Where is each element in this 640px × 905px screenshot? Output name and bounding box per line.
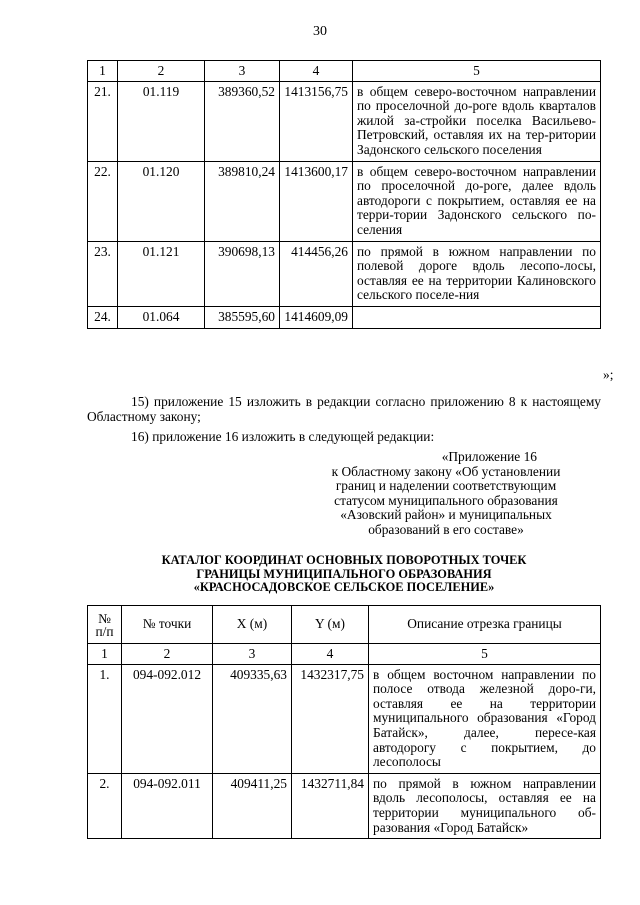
catalog-title: [87, 554, 601, 595]
col-num: 3: [205, 61, 280, 82]
segment-description: по прямой в южном направлении по полевой дороге вдоль лесопо-лосы, оставляя ее на территории Калиновского сельского поселе-ния: [353, 241, 601, 306]
row-number: 1.: [88, 664, 122, 773]
y-coordinate: 1432711,84: [292, 773, 369, 838]
row-number: 22.: [88, 161, 118, 241]
table-row: [88, 241, 601, 306]
col-num: 2: [122, 644, 213, 665]
table-row: [88, 81, 601, 161]
col-num: 3: [213, 644, 292, 665]
y-coordinate: 1414609,09: [280, 306, 353, 328]
col-num: 5: [369, 644, 601, 665]
y-coordinate: 1413156,75: [280, 81, 353, 161]
segment-description: в общем северо-восточном направлении по проселочной до-роге, далее вдоль автодороги с покрытием, оставляя ее на терри-тории Задонского сельского по-селения: [353, 161, 601, 241]
table-row: [88, 306, 601, 328]
x-coordinate: 409411,25: [213, 773, 292, 838]
point-id: 01.121: [118, 241, 205, 306]
table-header-row: [88, 61, 601, 82]
col-num: 1: [88, 644, 122, 665]
point-id: 01.119: [118, 81, 205, 161]
row-number: 2.: [88, 773, 122, 838]
y-coordinate: 414456,26: [280, 241, 353, 306]
annex-law-reference: к Областному закону «Об установлении границ и наделении соответствующим статусом муниципального образования «Азовский район» и муниципальных образований в его составе»: [331, 463, 561, 537]
point-id: 01.120: [118, 161, 205, 241]
col-num: 2: [118, 61, 205, 82]
point-id: 094-092.011: [122, 773, 213, 838]
col-title-number: № п/п: [88, 606, 122, 644]
col-title-description: Описание отрезка границы: [369, 606, 601, 644]
table-row: [88, 161, 601, 241]
annex-title: «Приложение 16: [441, 449, 537, 464]
x-coordinate: 385595,60: [205, 306, 280, 328]
x-coordinate: 389360,52: [205, 81, 280, 161]
table-row: [88, 773, 601, 838]
col-title-point: № точки: [122, 606, 213, 644]
annex-heading: [312, 450, 580, 538]
paragraph-15: 15) приложение 15 изложить в редакции согласно приложению 8 к настоящему Областному закону;: [87, 394, 601, 424]
catalog-title-line: «КРАСНОСАДОВСКОЕ СЕЛЬСКОЕ ПОСЕЛЕНИЕ»: [193, 580, 495, 595]
row-number: 24.: [88, 306, 118, 328]
col-num: 4: [292, 644, 369, 665]
catalog-title-line: ГРАНИЦЫ МУНИЦИПАЛЬНОГО ОБРАЗОВАНИЯ: [196, 566, 492, 581]
segment-description: в общем северо-восточном направлении по проселочной до-роге вдоль кварталов жилой за-стройки поселка Васильево-Петровский, оставляя их на тер-ритории Задонского сельского поселения: [353, 81, 601, 161]
x-coordinate: 409335,63: [213, 664, 292, 773]
x-coordinate: 389810,24: [205, 161, 280, 241]
segment-description: в общем восточном направлении по полосе отвода железной доро-ги, оставляя ее на территории муниципального образования «Город Батайск», далее, пересе-кая автодорогу с покрытием, до лесополосы: [369, 664, 601, 773]
x-coordinate: 390698,13: [205, 241, 280, 306]
row-number: 21.: [88, 81, 118, 161]
y-coordinate: 1432317,75: [292, 664, 369, 773]
table-title-row: [88, 606, 601, 644]
segment-description: [353, 306, 601, 328]
paragraph-16: 16) приложение 16 изложить в следующей редакции:: [131, 429, 435, 444]
point-id: 01.064: [118, 306, 205, 328]
closing-quote: »;: [603, 367, 614, 382]
segment-description: по прямой в южном направлении вдоль лесополосы, оставляя ее на территории муниципального об-разования «Город Батайск»: [369, 773, 601, 838]
coordinates-table-continued: [87, 60, 601, 329]
col-num: 1: [88, 61, 118, 82]
col-title-x: X (м): [213, 606, 292, 644]
page-number: 30: [313, 24, 327, 39]
col-num: 4: [280, 61, 353, 82]
col-title-y: Y (м): [292, 606, 369, 644]
point-id: 094-092.012: [122, 664, 213, 773]
row-number: 23.: [88, 241, 118, 306]
table-header-row: [88, 644, 601, 665]
coordinates-table: [87, 605, 601, 839]
col-num: 5: [353, 61, 601, 82]
y-coordinate: 1413600,17: [280, 161, 353, 241]
catalog-title-line: КАТАЛОГ КООРДИНАТ ОСНОВНЫХ ПОВОРОТНЫХ ТОЧЕК: [161, 553, 527, 567]
table-row: [88, 664, 601, 773]
